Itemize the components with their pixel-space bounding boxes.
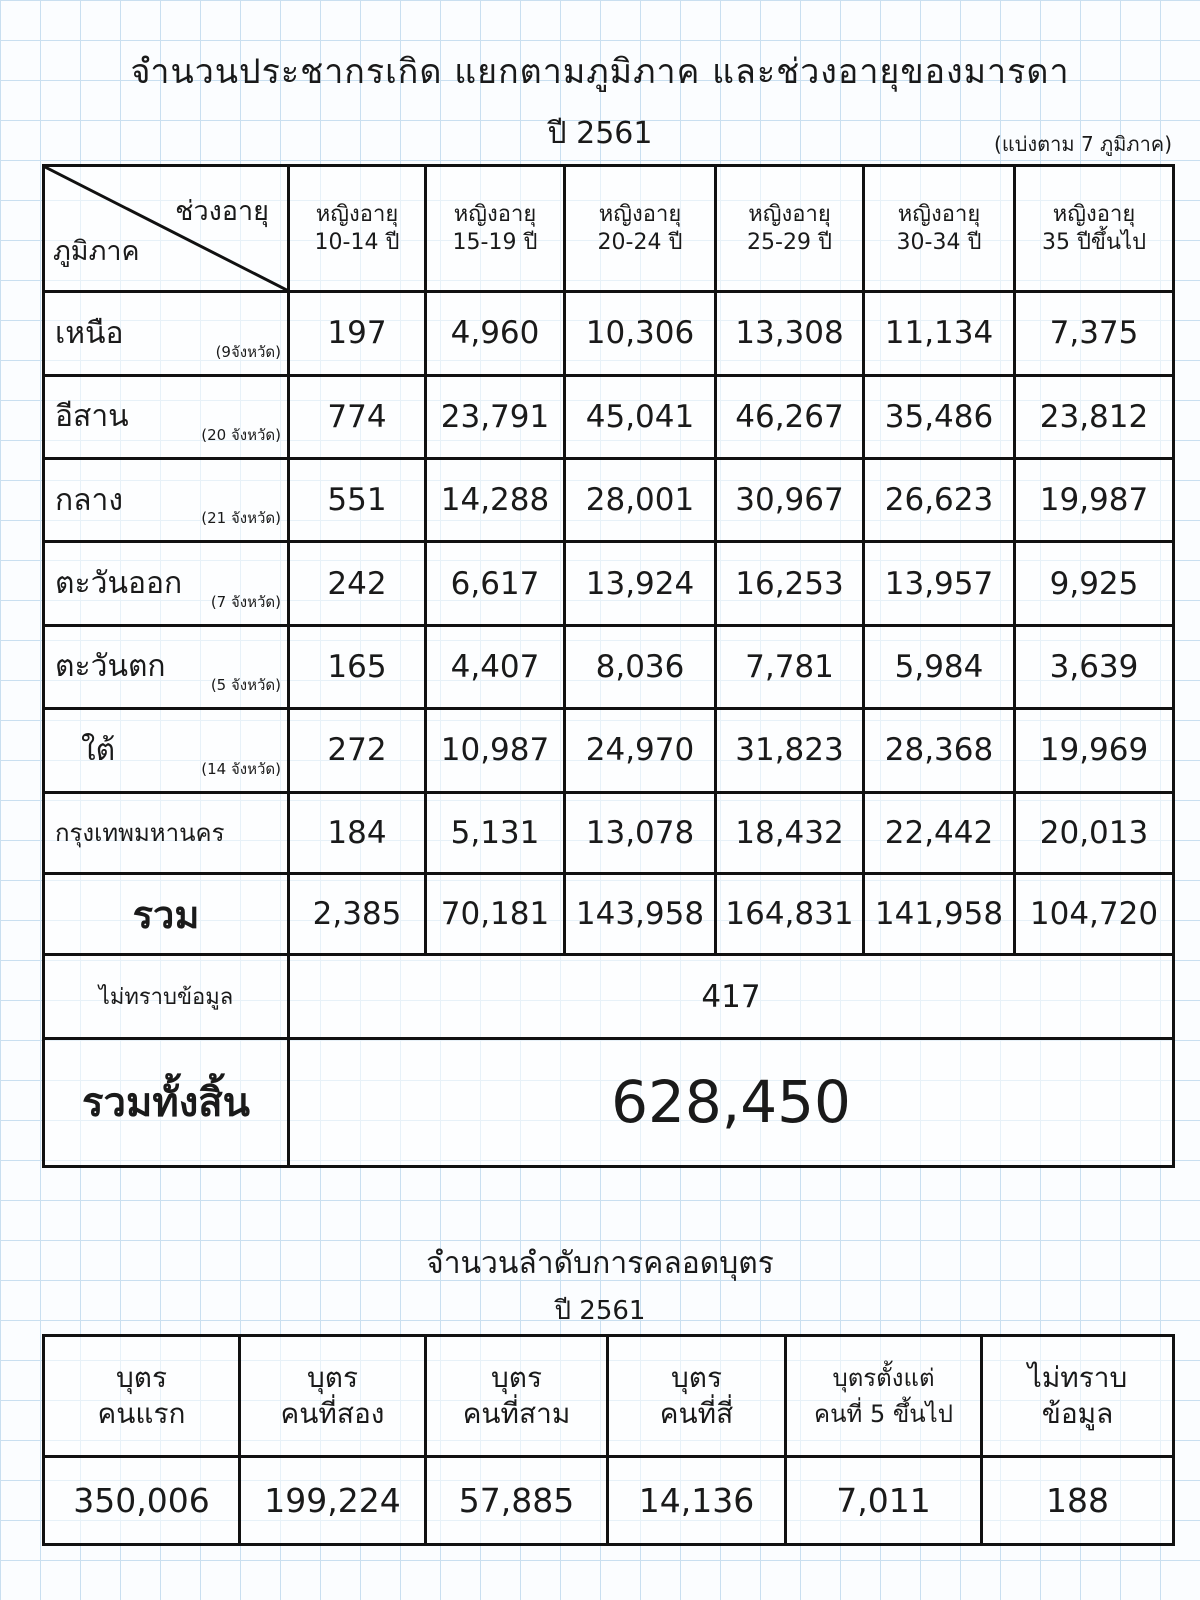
age-header-line1: หญิงอายุ — [748, 201, 831, 227]
total-cell: 104,720 — [1015, 873, 1174, 954]
value-cell: 165 — [289, 625, 426, 708]
value-cell: 31,823 — [716, 709, 864, 792]
birth-order-value: 350,006 — [44, 1457, 240, 1545]
value-cell: 272 — [289, 709, 426, 792]
age-header — [565, 166, 716, 292]
value-cell: 20,013 — [1015, 792, 1174, 873]
table-row — [44, 792, 1174, 873]
header-line1: บุตร — [307, 1361, 358, 1394]
value-cell: 551 — [289, 458, 426, 541]
table-row — [44, 542, 1174, 625]
age-header-line1: หญิงอายุ — [1052, 201, 1136, 227]
age-header — [426, 166, 565, 292]
value-cell: 10,987 — [426, 709, 565, 792]
header-line1: บุตร — [116, 1361, 167, 1394]
age-header — [1015, 166, 1174, 292]
age-header — [716, 166, 864, 292]
total-label: รวม — [44, 873, 289, 954]
value-cell: 23,791 — [426, 375, 565, 458]
province-count: (9จังหวัด) — [215, 342, 281, 361]
unknown-label: ไม่ทราบข้อมูล — [44, 955, 289, 1038]
table-row — [44, 458, 1174, 541]
table-row — [44, 292, 1174, 375]
value-cell: 30,967 — [716, 458, 864, 541]
value-cell: 16,253 — [716, 542, 864, 625]
region-name: กรุงเทพมหานคร — [55, 819, 225, 848]
province-count: (20 จังหวัด) — [201, 425, 281, 444]
header-line1: บุตร — [671, 1361, 722, 1394]
region-cell — [44, 709, 289, 792]
birth-order-header — [786, 1336, 982, 1457]
value-cell: 9,925 — [1015, 542, 1174, 625]
value-cell: 35,486 — [864, 375, 1015, 458]
province-count: (7 จังหวัด) — [210, 592, 281, 611]
header-line2: คนที่สอง — [280, 1397, 385, 1430]
value-cell: 19,969 — [1015, 709, 1174, 792]
value-cell: 24,970 — [565, 709, 716, 792]
value-cell: 26,623 — [864, 458, 1015, 541]
age-header — [864, 166, 1015, 292]
age-header-line1: หญิงอายุ — [598, 201, 682, 227]
value-cell: 774 — [289, 375, 426, 458]
corner-top-label: ช่วงอายุ — [175, 196, 269, 227]
birth-order-header — [608, 1336, 786, 1457]
grand-total-label: รวมทั้งสิ้น — [44, 1038, 289, 1166]
total-cell: 164,831 — [716, 873, 864, 954]
value-cell: 45,041 — [565, 375, 716, 458]
value-cell: 19,987 — [1015, 458, 1174, 541]
birth-order-header-row — [44, 1336, 1174, 1457]
total-cell: 141,958 — [864, 873, 1015, 954]
total-cell: 2,385 — [289, 873, 426, 954]
page-title: จำนวนประชากรเกิด แยกตามภูมิภาค และช่วงอายุของมารดา — [130, 52, 1070, 92]
value-cell: 18,432 — [716, 792, 864, 873]
birth-order-header — [982, 1336, 1174, 1457]
corner-bottom-label: ภูมิภาค — [53, 236, 140, 268]
value-cell: 13,078 — [565, 792, 716, 873]
region-name: เหนือ — [55, 315, 124, 351]
region-cell — [44, 458, 289, 541]
age-header-line2: 30-34 ปี — [896, 229, 982, 255]
value-cell: 13,308 — [716, 292, 864, 375]
value-cell: 6,617 — [426, 542, 565, 625]
value-cell: 5,984 — [864, 625, 1015, 708]
unknown-row — [44, 955, 1174, 1038]
birth-order-header — [240, 1336, 426, 1457]
age-header-line2: 25-29 ปี — [747, 229, 832, 255]
birth-order-year: ปี 2561 — [554, 1296, 646, 1326]
unknown-value: 417 — [289, 955, 1174, 1038]
table-row — [44, 709, 1174, 792]
grand-total-value: 628,450 — [289, 1038, 1174, 1166]
region-cell — [44, 292, 289, 375]
region-name: อีสาน — [55, 399, 129, 435]
value-cell: 13,957 — [864, 542, 1015, 625]
value-cell: 4,960 — [426, 292, 565, 375]
header-line1: บุตร — [491, 1361, 542, 1394]
region-cell — [44, 625, 289, 708]
age-header — [289, 166, 426, 292]
region-cell — [44, 375, 289, 458]
value-cell: 184 — [289, 792, 426, 873]
birth-order-header — [44, 1336, 240, 1457]
age-header-line1: หญิงอายุ — [315, 201, 399, 227]
region-cell — [44, 542, 289, 625]
header-line2: คนแรก — [97, 1397, 186, 1430]
value-cell: 197 — [289, 292, 426, 375]
total-cell: 70,181 — [426, 873, 565, 954]
total-cell: 143,958 — [565, 873, 716, 954]
birth-order-value: 7,011 — [786, 1457, 982, 1545]
region-name: ใต้ — [81, 732, 116, 768]
table-row — [44, 625, 1174, 708]
value-cell: 13,924 — [565, 542, 716, 625]
value-cell: 10,306 — [565, 292, 716, 375]
province-count: (21 จังหวัด) — [201, 509, 281, 528]
corner-header — [44, 166, 289, 292]
header-line2: คนที่สี่ — [659, 1397, 734, 1430]
total-row — [44, 873, 1174, 954]
header-line2: คนที่ 5 ขึ้นไป — [814, 1400, 953, 1428]
value-cell: 8,036 — [565, 625, 716, 708]
region-name: ตะวันตก — [55, 649, 166, 685]
province-count: (5 จังหวัด) — [210, 676, 281, 695]
age-header-line2: 15-19 ปี — [452, 229, 538, 255]
value-cell: 11,134 — [864, 292, 1015, 375]
value-cell: 242 — [289, 542, 426, 625]
province-count: (14 จังหวัด) — [201, 759, 281, 778]
birth-order-value: 188 — [982, 1457, 1174, 1545]
header-line2: ข้อมูล — [1041, 1397, 1114, 1430]
value-cell: 28,368 — [864, 709, 1015, 792]
birth-order-value: 14,136 — [608, 1457, 786, 1545]
value-cell: 4,407 — [426, 625, 565, 708]
header-row — [44, 166, 1174, 292]
value-cell: 14,288 — [426, 458, 565, 541]
page-year: ปี 2561 — [547, 116, 653, 151]
age-header-line1: หญิงอายุ — [897, 201, 981, 227]
value-cell: 7,781 — [716, 625, 864, 708]
age-header-line2: 10-14 ปี — [314, 229, 400, 255]
birth-order-value-row — [44, 1457, 1174, 1545]
table-row — [44, 375, 1174, 458]
grand-total-row — [44, 1038, 1174, 1166]
header-line2: คนที่สาม — [462, 1397, 571, 1430]
birth-order-value: 57,885 — [426, 1457, 608, 1545]
birth-order-header — [426, 1336, 608, 1457]
birth-order-title: จำนวนลำดับการคลอดบุตร — [426, 1246, 774, 1281]
header-line1: บุตรตั้งแต่ — [832, 1364, 935, 1392]
birth-order-value: 199,224 — [240, 1457, 426, 1545]
value-cell: 3,639 — [1015, 625, 1174, 708]
value-cell: 7,375 — [1015, 292, 1174, 375]
region-cell — [44, 792, 289, 873]
value-cell: 28,001 — [565, 458, 716, 541]
header-line1: ไม่ทราบ — [1027, 1361, 1128, 1394]
value-cell: 46,267 — [716, 375, 864, 458]
value-cell: 22,442 — [864, 792, 1015, 873]
age-header-line2: 20-24 ปี — [597, 229, 683, 255]
age-header-line1: หญิงอายุ — [453, 201, 537, 227]
age-header-line2: 35 ปีขึ้นไป — [1041, 229, 1147, 255]
births-by-region-table — [42, 164, 1175, 1168]
value-cell: 5,131 — [426, 792, 565, 873]
region-name: กลาง — [55, 482, 124, 518]
birth-order-table — [42, 1334, 1175, 1546]
region-name: ตะวันออก — [55, 566, 183, 602]
region-note: (แบ่งตาม 7 ภูมิภาค) — [994, 132, 1172, 156]
value-cell: 23,812 — [1015, 375, 1174, 458]
